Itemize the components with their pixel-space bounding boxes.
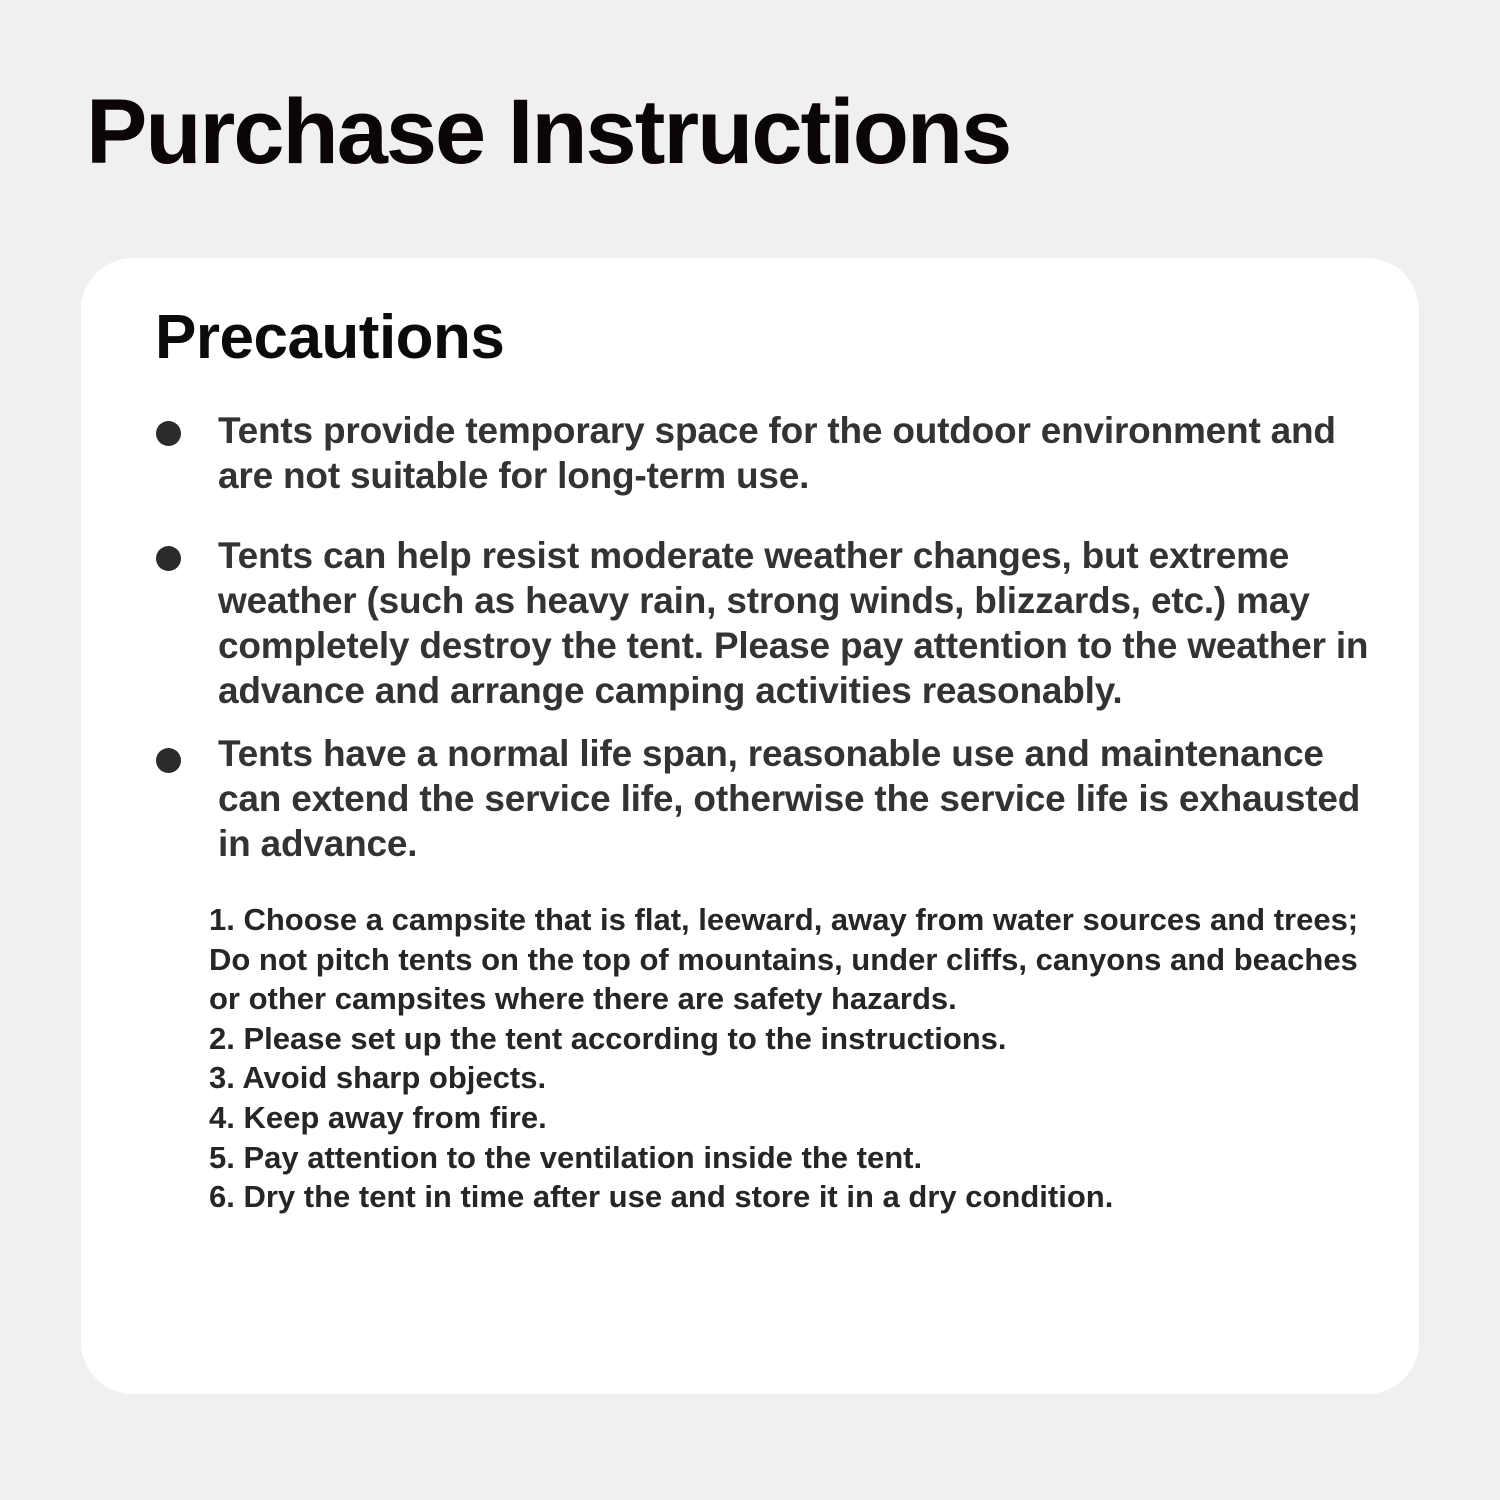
list-item: 4. Keep away from fire. [209, 1099, 547, 1135]
section-title: Precautions [155, 303, 505, 372]
bullet-text: Tents provide temporary space for the outdoor environment and are not suitable for long-term use. [218, 410, 1336, 496]
list-item: 1. Choose a campsite that is flat, leeward, away from water sources and trees; Do not pitch tents on the top of mountains, under cliffs, canyons and beaches or other campsites where there are safety hazards. [209, 902, 1359, 1017]
bullet-dot-icon [156, 421, 181, 446]
bullet-dot-icon [156, 546, 181, 571]
list-item: 5. Pay attention to the ventilation inside the tent. [209, 1139, 923, 1175]
usage-steps-list [209, 900, 1389, 1217]
list-item: 6. Dry the tent in time after use and store it in a dry condition. [209, 1179, 1114, 1215]
precautions-card [81, 258, 1419, 1394]
bullet-dot-icon [156, 748, 181, 773]
list-item: 3. Avoid sharp objects. [209, 1060, 547, 1096]
bullet-text: Tents can help resist moderate weather changes, but extreme weather (such as heavy rain, strong winds, blizzards, etc.) may completely destroy the tent. Please pay attention to the weather in advance and arrange camping activities reasonably. [218, 535, 1369, 711]
page-title: Purchase Instructions [86, 81, 1011, 183]
bullet-text: Tents have a normal life span, reasonable use and maintenance can extend the service life, otherwise the service life is exhausted in advance. [218, 733, 1361, 864]
list-item: 2. Please set up the tent according to the instructions. [209, 1020, 1007, 1056]
